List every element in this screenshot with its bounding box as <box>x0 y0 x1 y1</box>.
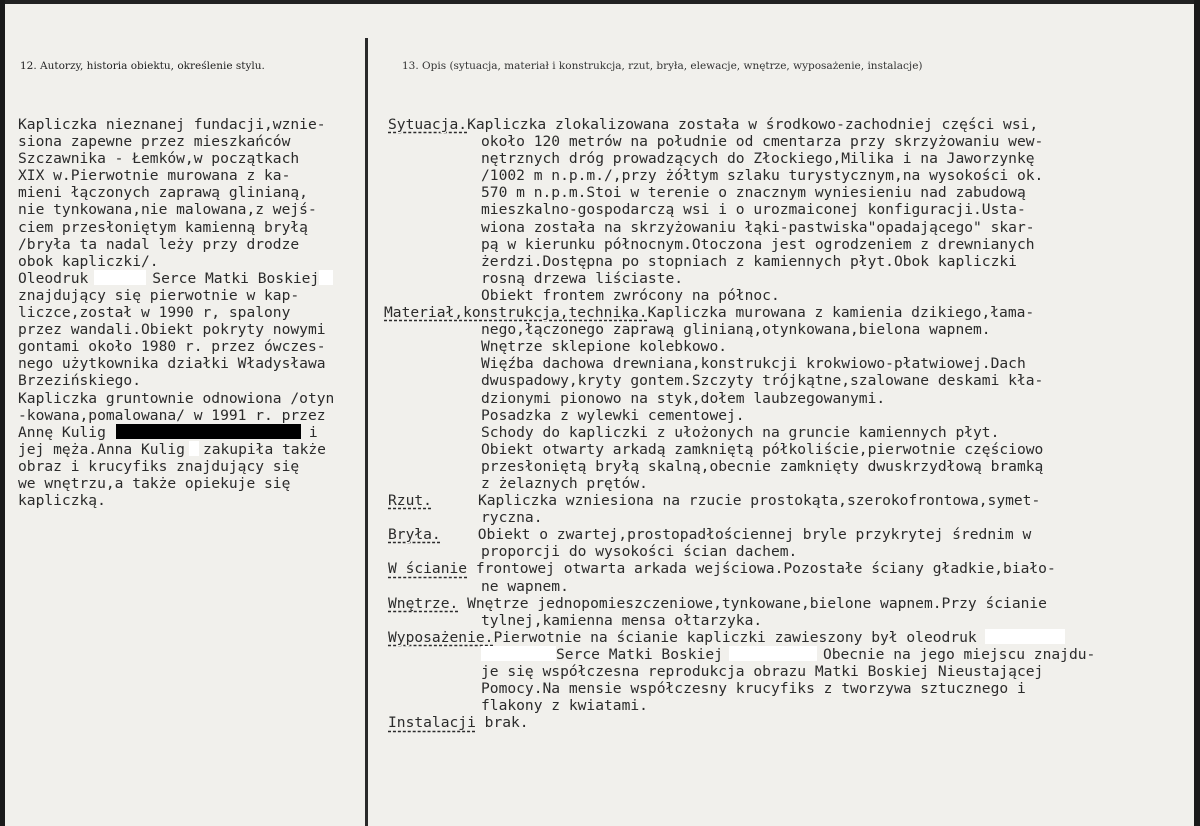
text-line: nego użytkownika działki Władysława <box>18 355 326 373</box>
text-line <box>18 441 366 458</box>
text-line: pą w kierunku północnym.Otoczona jest ogrodzeniem z drewnianych <box>481 235 1035 253</box>
text-line: żerdzi.Dostępna po stopniach z kamiennych płyt.Obok kapliczki <box>481 252 1017 270</box>
text-fragment: Oleodruk <box>18 269 89 287</box>
text-line: Kapliczka gruntownie odnowiona /otyn <box>18 389 335 407</box>
text-fragment: jej męża.Anna Kulig <box>18 440 185 458</box>
text-line: obraz i krucyfiks znajdujący się <box>18 457 300 475</box>
scan-edge-right <box>1194 0 1200 826</box>
text-line: ryczna. <box>481 509 543 527</box>
text-line <box>18 424 366 441</box>
heading-wnetrze: Wnętrze. <box>388 594 459 612</box>
text-line <box>388 629 1158 646</box>
text-line: siona zapewne przez mieszkańców <box>18 133 291 151</box>
whiteout-patch <box>319 270 333 285</box>
text-line: Kapliczka nieznanej fundacji,wznie- <box>18 116 326 133</box>
text-line: nętrznych dróg prowadzących do Złockiego,Milika i na Jaworzynkę <box>481 150 1035 168</box>
text-line <box>384 304 1158 321</box>
heading-rzut: Rzut. <box>388 492 432 510</box>
text-line: we wnętrzu,a także opiekuje się <box>18 474 291 492</box>
text-line: z żelaznych prętów. <box>481 474 648 492</box>
text-line: proporcji do wysokości ścian dachem. <box>481 543 798 561</box>
heading-bryla: Bryła. <box>388 526 441 544</box>
text-line: tylnej,kamienna mensa ołtarzyka. <box>481 611 763 629</box>
history-text <box>18 116 366 509</box>
text-fragment: brak. <box>475 714 529 732</box>
whiteout-patch <box>985 629 1065 644</box>
text-line: Obiekt frontem zwrócony na północ. <box>481 286 780 304</box>
text-line: Pomocy.Na mensie współczesny krucyfiks z tworzywa sztucznego i <box>481 680 1026 698</box>
text-line <box>388 492 1158 509</box>
text-line: Wnętrze sklepione kolebkowo. <box>481 338 728 356</box>
text-line: wiona została na skrzyżowaniu łąki-pastwiska"opadającego" skar- <box>481 218 1035 236</box>
text-line: nego,łączonego zaprawą glinianą,otynkowana,bielona wapnem. <box>481 321 991 339</box>
text-line: około 120 metrów na południe od cmentarza przy skrzyżowaniu wew- <box>481 133 1044 151</box>
text-line <box>18 270 366 287</box>
text-line: Szczawnika - Łemków,w początkach <box>18 150 300 168</box>
text-fragment: zakupiła także <box>202 440 326 458</box>
text-line: mieni łączonych zaprawą glinianą, <box>18 184 308 202</box>
scan-edge-left <box>0 0 5 826</box>
whiteout-patch <box>481 646 556 661</box>
text-fragment: Serce Matki Boskiej <box>556 645 723 663</box>
text-line: przez wandali.Obiekt pokryty nowymi <box>18 321 326 339</box>
text-line <box>388 560 1158 577</box>
text-fragment: frontowej otwarta arkada wejściowa.Pozostałe ściany gładkie,biało- <box>467 560 1056 578</box>
heading-w-scianie: W ścianie <box>388 560 468 578</box>
text-fragment: Serce Matki Boskiej <box>152 269 320 287</box>
text-line: flakony z kwiatami. <box>481 697 648 715</box>
text-line <box>388 646 1158 663</box>
text-line: -kowana,pomalowana/ w 1991 r. przez <box>18 406 326 424</box>
text-fragment: Kapliczka wzniesiona na rzucie prostokąta,szerokofrontowa,symet- <box>477 492 1041 510</box>
text-line: mieszkalno-gospodarczą wsi i o urozmaiconej konfiguracji.Usta- <box>481 201 1026 219</box>
text-line <box>388 526 1158 543</box>
text-line: dzionymi pionowo na styk,dołem laubzegowanymi. <box>481 389 886 407</box>
section-13-header: 13. Opis (sytuacja, materiał i konstrukcja, rzut, bryła, elewacje, wnętrze, wyposażenie, instalacje) <box>402 60 923 72</box>
text-line: liczce,został w 1990 r, spalony <box>18 304 291 322</box>
text-line: ciem przesłoniętym kamienną bryłą <box>18 218 308 236</box>
text-line: nie tynkowana,nie malowana,z wejś- <box>18 201 317 219</box>
text-line: gontami około 1980 r. przez ówczes- <box>18 338 326 356</box>
text-line: je się współczesna reprodukcja obrazu Matki Boskiej Nieustającej <box>481 663 1044 680</box>
redaction-bar <box>116 424 301 439</box>
text-line: 570 m n.p.m.Stoi w terenie o znacznym wyniesieniu nad zabudową <box>481 184 1026 202</box>
text-fragment: Kapliczka zlokalizowana została w środkowo-zachodniej części wsi, <box>467 116 1039 133</box>
text-fragment: Wnętrze jednopomieszczeniowe,tynkowane,bielone wapnem.Przy ścianie <box>458 594 1047 612</box>
section-12-header: 12. Autorzy, historia obiektu, określenie stylu. <box>20 60 265 72</box>
text-line: rosną drzewa liściaste. <box>481 269 684 287</box>
text-fragment: Obiekt o zwartej,prostopadłościennej bryle przykrytej średnim w <box>477 526 1032 544</box>
heading-sytuacja: Sytuacja. <box>388 116 468 133</box>
text-fragment: Annę Kulig <box>18 423 106 441</box>
text-line: ne wapnem. <box>481 577 569 595</box>
text-fragment: i <box>308 423 318 441</box>
text-line: XIX w.Pierwotnie murowana z ka- <box>18 167 291 185</box>
text-line: przesłoniętą bryłą skalną,obecnie zamknięty dwuskrzydłową bramką <box>481 457 1044 475</box>
text-line: Schody do kapliczki z ułożonych na gruncie kamiennych płyt. <box>481 423 1000 441</box>
text-line: /1002 m n.p.m./,przy żółtym szlaku turystycznym,na wysokości ok. <box>481 167 1044 185</box>
text-line: Więźba dachowa drewniana,konstrukcji krokwiowo-płatwiowej.Dach <box>481 355 1026 373</box>
heading-wyposazenie: Wyposażenie. <box>388 628 494 646</box>
heading-material: Materiał,konstrukcja,technika. <box>384 304 648 322</box>
text-line: obok kapliczki/. <box>18 252 159 270</box>
whiteout-patch <box>729 646 817 661</box>
text-line <box>388 116 1158 133</box>
description-text <box>384 116 1158 732</box>
text-line <box>388 595 1158 612</box>
whiteout-patch <box>189 441 199 456</box>
text-line: dwuspadowy,kryty gontem.Szczyty trójkątne,szalowane deskami kła- <box>481 372 1044 390</box>
text-fragment: Obecnie na jego miejscu znajdu- <box>822 645 1096 663</box>
text-line: Obiekt otwarty arkadą zamkniętą półkoliście,pierwotnie częściowo <box>481 440 1044 458</box>
whiteout-patch <box>94 270 146 285</box>
text-fragment: Kapliczka murowana z kamienia dzikiego,łama- <box>647 304 1035 322</box>
scan-edge-top <box>0 0 1200 4</box>
text-fragment: Pierwotnie na ścianie kapliczki zawieszony był oleodruk <box>493 628 977 646</box>
text-line: Posadzka z wylewki cementowej. <box>481 406 745 424</box>
heading-instalacji: Instalacji <box>388 714 476 732</box>
text-line: /bryła ta nadal leży przy drodze <box>18 235 300 253</box>
text-line: kapliczką. <box>18 492 106 510</box>
text-line: znajdujący się pierwotnie w kap- <box>18 286 300 304</box>
text-line: Brzezińskiego. <box>18 372 142 390</box>
text-line <box>388 714 1158 731</box>
